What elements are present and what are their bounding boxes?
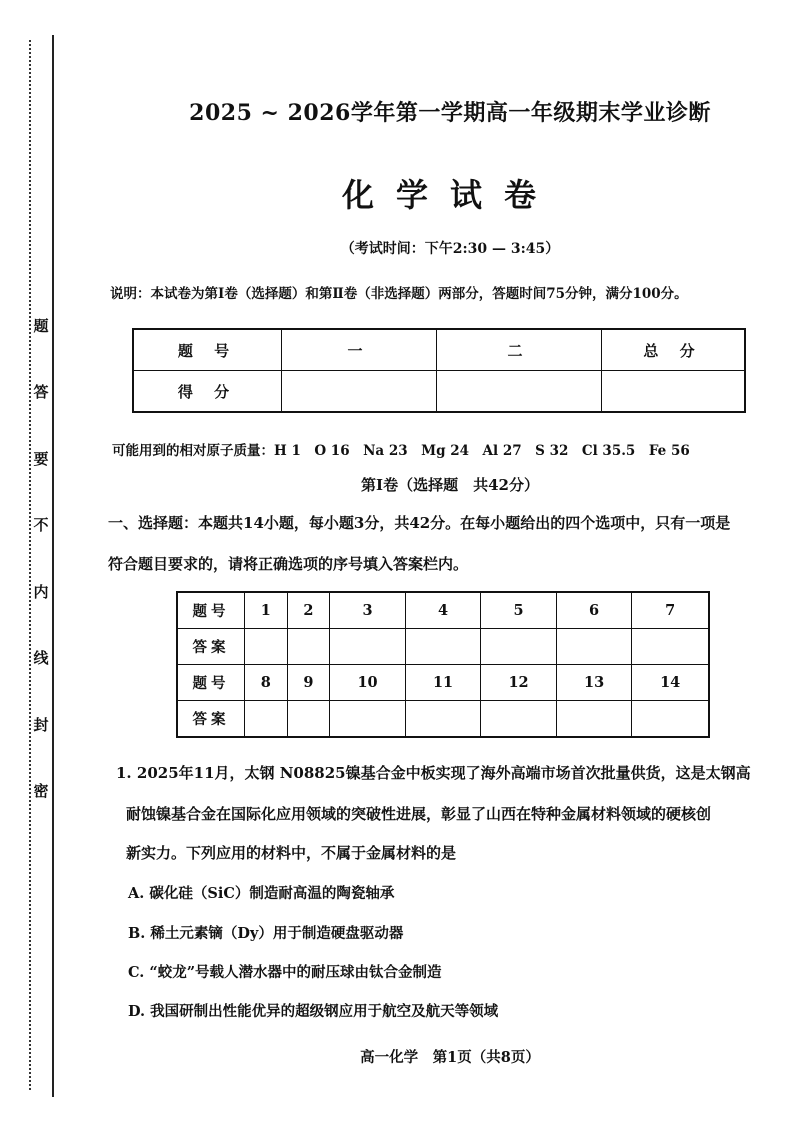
score-table-score-row <box>133 371 745 413</box>
score-table-header-row <box>133 329 745 371</box>
answer-cell[interactable] <box>405 629 481 665</box>
binding-margin-char: 不 <box>33 516 49 534</box>
part1-title: 第Ⅰ卷（选择题 共42分） <box>361 476 539 494</box>
option-d: D. 我国研制出性能优异的超级钢应用于航空及航天等领域 <box>128 1003 499 1020</box>
answer-table-label: 题号 <box>177 665 245 701</box>
answer-cell[interactable] <box>245 701 288 738</box>
section-instruction-line: 一、选择题：本题共14小题，每小题3分，共42分。在每小题给出的四个选项中，只有一项是 <box>108 514 731 532</box>
binding-margin-char: 密 <box>33 782 49 800</box>
question-number: 13 <box>556 665 632 701</box>
exam-note: 说明：本试卷为第Ⅰ卷（选择题）和第Ⅱ卷（非选择题）两部分，答题时间75分钟，满分100分。 <box>110 286 688 302</box>
score-input-cell[interactable] <box>282 371 437 413</box>
exam-time: （考试时间：下午2:30 — 3:45） <box>340 241 560 257</box>
option-a: A. 碳化硅（SiC）制造耐高温的陶瓷轴承 <box>128 885 395 902</box>
binding-margin-char: 线 <box>33 649 49 667</box>
option-c: C. “蛟龙”号载人潜水器中的耐压球由钛合金制造 <box>128 964 442 981</box>
answer-table-number-row <box>177 665 709 701</box>
option-b: B. 稀土元素镝（Dy）用于制造硬盘驱动器 <box>128 925 404 942</box>
question-text-line: 新实力。下列应用的材料中，不属于金属材料的是 <box>126 844 457 862</box>
question-number: 14 <box>632 665 709 701</box>
answer-cell[interactable] <box>632 701 709 738</box>
answer-cell[interactable] <box>556 629 632 665</box>
binding-margin-char: 答 <box>33 383 49 401</box>
answer-table-label: 答案 <box>177 629 245 665</box>
answer-table-label: 题号 <box>177 592 245 629</box>
score-cell: 总 分 <box>602 329 746 371</box>
binding-margin-char: 要 <box>33 450 49 468</box>
atomic-masses: 可能用到的相对原子质量：H 1 O 16 Na 23 Mg 24 Al 27 S 32 Cl 35.5 Fe 56 <box>112 443 690 459</box>
score-cell: 得 分 <box>133 371 282 413</box>
question-text-line: 耐蚀镍基合金在国际化应用领域的突破性进展，彰显了山西在特种金属材料领域的硬核创 <box>126 805 712 823</box>
question-number: 9 <box>287 665 330 701</box>
subject-title: 化学试卷 <box>341 176 558 214</box>
question-number: 7 <box>632 592 709 629</box>
question-number: 4 <box>405 592 481 629</box>
section-instruction-line: 符合题目要求的，请将正确选项的序号填入答案栏内。 <box>108 555 469 573</box>
question-number: 3 <box>330 592 406 629</box>
binding-margin-char: 封 <box>33 716 49 734</box>
score-table <box>132 328 746 413</box>
question-number: 8 <box>245 665 288 701</box>
score-cell: 二 <box>437 329 602 371</box>
binding-dotted-line <box>29 40 31 1090</box>
answer-cell[interactable] <box>481 629 557 665</box>
answer-cell[interactable] <box>245 629 288 665</box>
question-number: 11 <box>405 665 481 701</box>
question-number: 2 <box>287 592 330 629</box>
answer-cell[interactable] <box>481 701 557 738</box>
answer-cell[interactable] <box>556 701 632 738</box>
answer-cell[interactable] <box>287 701 330 738</box>
binding-margin-char: 题 <box>33 317 49 335</box>
question-number: 5 <box>481 592 557 629</box>
question-text-line: 1. 2025年11月，太钢 N08825镍基合金中板实现了海外高端市场首次批量供货，这是太钢高 <box>116 764 751 782</box>
question-number: 1 <box>245 592 288 629</box>
score-cell: 题 号 <box>133 329 282 371</box>
answer-table-answer-row <box>177 629 709 665</box>
score-input-cell[interactable] <box>602 371 746 413</box>
score-cell: 一 <box>282 329 437 371</box>
answer-table-label: 答案 <box>177 701 245 738</box>
question-number: 12 <box>481 665 557 701</box>
question-number: 6 <box>556 592 632 629</box>
answer-table-answer-row <box>177 701 709 738</box>
binding-solid-line <box>52 35 54 1097</box>
page-footer: 高一化学 第1页（共8页） <box>360 1049 540 1066</box>
answer-cell[interactable] <box>632 629 709 665</box>
answer-cell[interactable] <box>330 701 406 738</box>
answer-cell[interactable] <box>330 629 406 665</box>
answer-cell[interactable] <box>287 629 330 665</box>
answer-table <box>176 591 710 738</box>
binding-margin-char: 内 <box>33 583 49 601</box>
score-input-cell[interactable] <box>437 371 602 413</box>
answer-cell[interactable] <box>405 701 481 738</box>
question-number: 10 <box>330 665 406 701</box>
exam-title: 2025 ~ 2026学年第一学期高一年级期末学业诊断 <box>189 100 711 126</box>
answer-table-number-row <box>177 592 709 629</box>
